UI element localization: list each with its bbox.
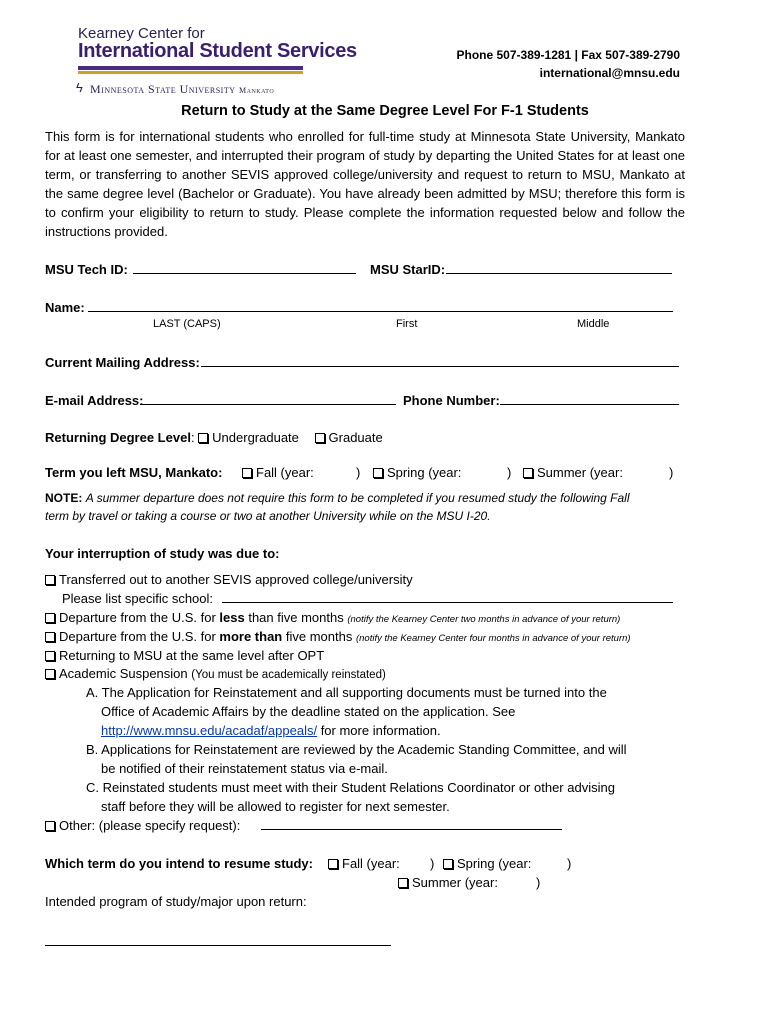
suspension-item-b-line1: B. Applications for Reinstatement are reviewed by the Academic Standing Committee, and will <box>86 742 627 757</box>
other-checkbox[interactable]: Other: (please specify request): <box>45 818 240 833</box>
transferred-checkbox[interactable]: Transferred out to another SEVIS approved college/university <box>45 572 413 587</box>
resume-fall-close: ) <box>430 856 435 871</box>
logo-line1: Kearney Center for <box>78 25 205 42</box>
intro-paragraph: This form is for international students who enrolled for full-time study at Minnesota State University, Mankato for at least one semester, and interrupted their program of study by departing the United States for at least one term, or transferring to another SEVIS approved college/university and request to return to MSU, Mankato at the same degree level (Bachelor or Graduate). You have already been admitted by MSU; therefore this form is to confirm your eligibility to return to study. Please complete the information requested below and follow the instructions provided. <box>45 129 685 239</box>
term-left-label: Term you left MSU, Mankato: <box>45 465 223 480</box>
phone-field[interactable] <box>500 393 679 405</box>
program-label: Intended program of study/major upon return: <box>45 894 307 909</box>
checkbox-icon <box>45 651 55 661</box>
logo-line3: Minnesota State University Mankato <box>90 82 275 96</box>
appeals-link[interactable]: http://www.mnsu.edu/acadaf/appeals/ <box>101 723 318 738</box>
checkbox-icon <box>242 468 252 478</box>
suspension-item-c-line1: C. Reinstated students must meet with their Student Relations Coordinator or other advising <box>86 780 615 795</box>
departure-less-checkbox[interactable]: Departure from the U.S. for less than five months (notify the Kearney Center two months in advance of your return) <box>45 610 620 625</box>
name-field[interactable] <box>88 300 673 312</box>
address-label: Current Mailing Address: <box>45 355 200 370</box>
starid-field[interactable] <box>446 262 672 274</box>
note-line2: term by travel or taking a course or two at another University while on the MSU I-20. <box>45 509 491 523</box>
checkbox-icon <box>45 821 55 831</box>
address-field[interactable] <box>201 355 679 367</box>
suspension-item-c-line2: staff before they will be allowed to register for next semester. <box>101 799 450 814</box>
checkbox-icon <box>315 433 325 443</box>
name-first-caption: First <box>396 318 418 330</box>
academic-suspension-checkbox[interactable]: Academic Suspension (You must be academically reinstated) <box>45 666 386 681</box>
logo-gold-bar <box>78 71 303 74</box>
checkbox-icon <box>45 632 55 642</box>
term-left-spring-close: ) <box>507 465 512 480</box>
interruption-heading: Your interruption of study was due to: <box>45 546 280 561</box>
email-label: E-mail Address: <box>45 393 144 408</box>
resume-term-label: Which term do you intend to resume study: <box>45 856 313 871</box>
resume-summer-close: ) <box>536 875 541 890</box>
name-label: Name: <box>45 300 85 315</box>
page-title: Return to Study at the Same Degree Level For F-1 Students <box>181 103 589 119</box>
resume-spring-checkbox[interactable]: Spring (year: <box>443 856 531 871</box>
checkbox-icon <box>45 669 55 679</box>
phone-label: Phone Number: <box>403 393 500 408</box>
name-middle-caption: Middle <box>577 318 610 330</box>
resume-fall-checkbox[interactable]: Fall (year: <box>328 856 400 871</box>
msu-seal-icon: ϟ <box>76 80 83 95</box>
term-left-fall-checkbox[interactable]: Fall (year: <box>242 465 314 480</box>
logo-line2: International Student Services <box>78 40 357 62</box>
term-left-summer-close: ) <box>669 465 674 480</box>
departure-more-checkbox[interactable]: Departure from the U.S. for more than five months (notify the Kearney Center four months in advance of your return) <box>45 629 631 644</box>
name-last-caption: LAST (CAPS) <box>153 318 221 330</box>
opt-checkbox[interactable]: Returning to MSU at the same level after OPT <box>45 648 324 663</box>
logo-purple-bar <box>78 66 303 70</box>
tech-id-label: MSU Tech ID: <box>45 262 128 277</box>
term-left-summer-checkbox[interactable]: Summer (year: <box>523 465 623 480</box>
tech-id-field[interactable] <box>133 262 356 274</box>
checkbox-icon <box>45 613 55 623</box>
header-email[interactable]: international@mnsu.edu <box>539 66 680 80</box>
resume-spring-close: ) <box>567 856 572 871</box>
suspension-item-a-line2: Office of Academic Affairs by the deadline stated on the application. See <box>101 704 516 719</box>
program-field[interactable] <box>45 934 391 946</box>
suspension-item-b-line2: be notified of their reinstatement status via e-mail. <box>101 761 388 776</box>
degree-label: Returning Degree Level <box>45 430 191 445</box>
resume-summer-checkbox[interactable]: Summer (year: <box>398 875 498 890</box>
email-field[interactable] <box>140 393 396 405</box>
specific-school-field[interactable] <box>222 591 673 603</box>
suspension-item-a-line3: http://www.mnsu.edu/acadaf/appeals/ for more information. <box>101 723 441 738</box>
header-phone-fax: Phone 507-389-1281 | Fax 507-389-2790 <box>456 48 680 62</box>
graduate-checkbox[interactable]: Graduate <box>315 430 383 445</box>
undergraduate-checkbox[interactable]: Undergraduate <box>198 430 299 445</box>
checkbox-icon <box>45 575 55 585</box>
checkbox-icon <box>373 468 383 478</box>
checkbox-icon <box>443 859 453 869</box>
term-left-spring-checkbox[interactable]: Spring (year: <box>373 465 461 480</box>
checkbox-icon <box>328 859 338 869</box>
checkbox-icon <box>198 433 208 443</box>
other-request-field[interactable] <box>261 818 562 830</box>
note-line1: NOTE: A summer departure does not require this form to be completed if you resumed study the following Fall <box>45 491 630 505</box>
specific-school-label: Please list specific school: <box>62 591 214 606</box>
checkbox-icon <box>523 468 533 478</box>
degree-row: Returning Degree Level: Undergraduate Graduate <box>45 430 383 445</box>
checkbox-icon <box>398 878 408 888</box>
suspension-item-a-line1: A. The Application for Reinstatement and all supporting documents must be turned into the <box>86 685 607 700</box>
starid-label: MSU StarID: <box>370 262 446 277</box>
term-left-fall-close: ) <box>356 465 361 480</box>
